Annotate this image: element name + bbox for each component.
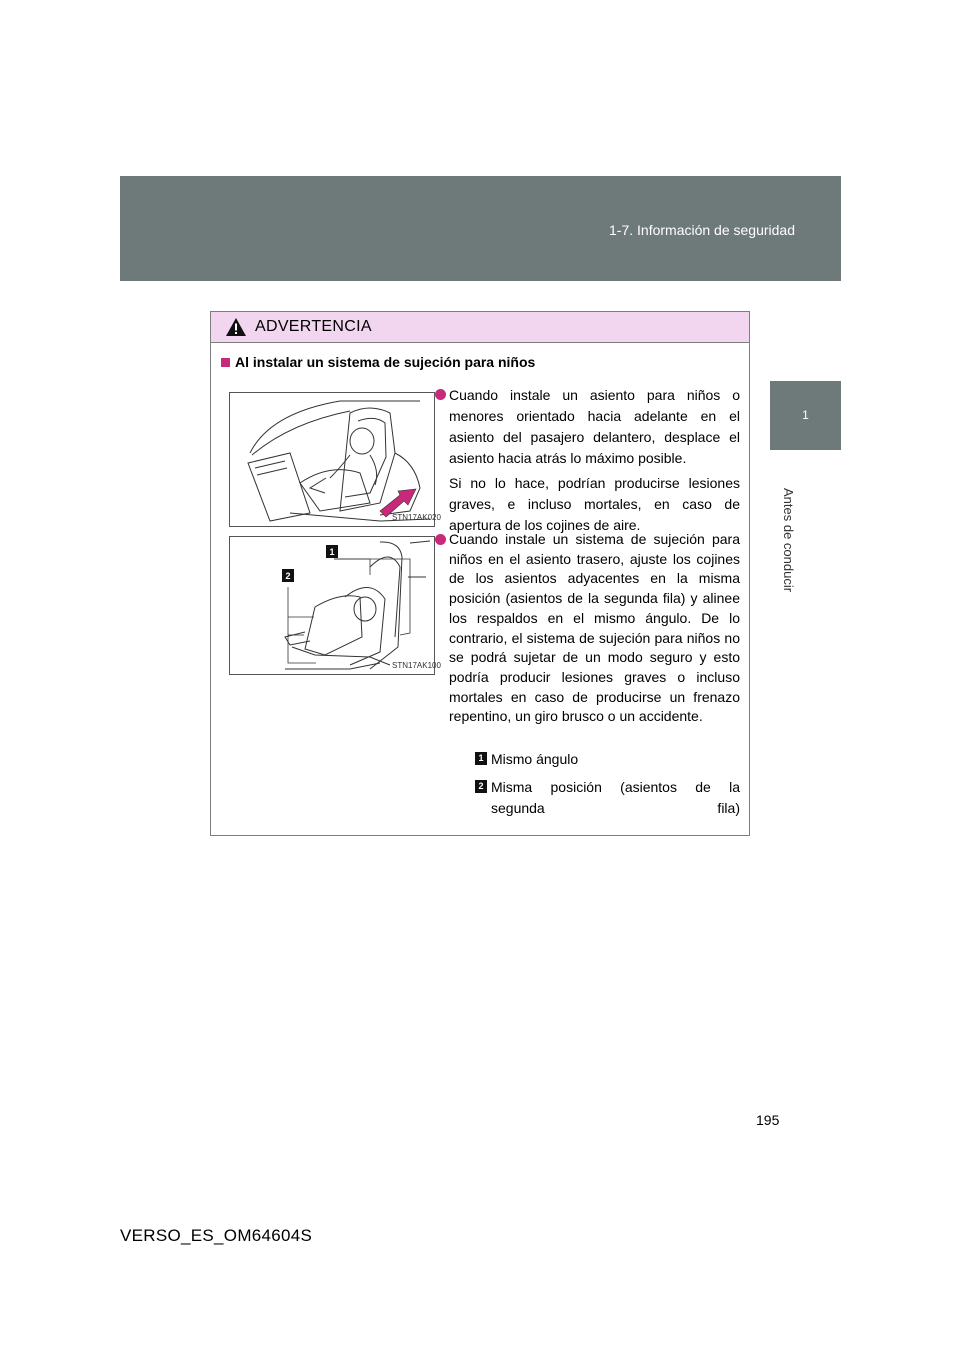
section-heading-text: Al instalar un sistema de sujeción para niños [235, 354, 536, 370]
page-number: 195 [756, 1112, 780, 1128]
callout-number-badge: 1 [475, 752, 487, 765]
bullet-paragraph: Cuando instale un asiento para niños o menores orientado hacia adelante en el asiento del pasajero delantero, desplace el asiento hacia atrás lo máximo posible. [449, 387, 740, 466]
callout-legend-2 [475, 777, 740, 819]
callout-number-badge: 2 [475, 780, 487, 793]
figure-rear-child-seat [229, 536, 441, 675]
front-seat-illustration [230, 393, 441, 526]
callout-2-number: 2 [285, 571, 291, 581]
callout-text: Mismo ángulo [491, 751, 579, 767]
bullet-item-front-seat [449, 385, 740, 536]
round-bullet-icon [435, 534, 446, 545]
section-header-band [120, 176, 841, 281]
bullet-paragraph: Cuando instale un sistema de sujeción para niños en el asiento trasero, ajuste los cojines de los asientos adyacentes en la misma posición (asientos de la segunda fila) y alinee los respaldos en el mismo ángulo. De lo contrario, el sistema de sujeción para niños no se podrá sujetar de un modo seguro y esto podría producir lesiones graves o incluso mortales en caso de producirse un frenazo repentino, un giro brusco o un accidente. [449, 531, 740, 725]
chapter-number: 1 [802, 408, 809, 422]
rear-seat-illustration [230, 537, 441, 674]
document-code: VERSO_ES_OM64604S [120, 1226, 313, 1245]
square-bullet-icon [221, 358, 230, 367]
warning-triangle-icon [225, 317, 247, 337]
warning-header [211, 312, 749, 343]
warning-title: ADVERTENCIA [255, 318, 372, 335]
warning-box [210, 311, 750, 836]
figure-code-1: STN17AK020 [392, 513, 441, 522]
section-title: 1-7. Información de seguridad [609, 222, 795, 238]
section-heading [221, 354, 535, 370]
callout-1-number: 1 [329, 547, 335, 557]
figure-front-child-seat [229, 392, 441, 527]
bullet-item-rear-seat [449, 530, 740, 727]
figure-code-2: STN17AK100 [392, 661, 441, 670]
callout-legend-1 [475, 749, 740, 770]
round-bullet-icon [435, 389, 446, 400]
bullet-paragraph: Si no lo hace, podrían producirse lesiones graves, e incluso mortales, en caso de apertura de los cojines de aire. [449, 475, 740, 533]
chapter-tab [770, 381, 841, 450]
chapter-label: Antes de conducir [781, 488, 796, 593]
callout-text: Misma posición (asientos de la segunda fila) [491, 779, 740, 816]
